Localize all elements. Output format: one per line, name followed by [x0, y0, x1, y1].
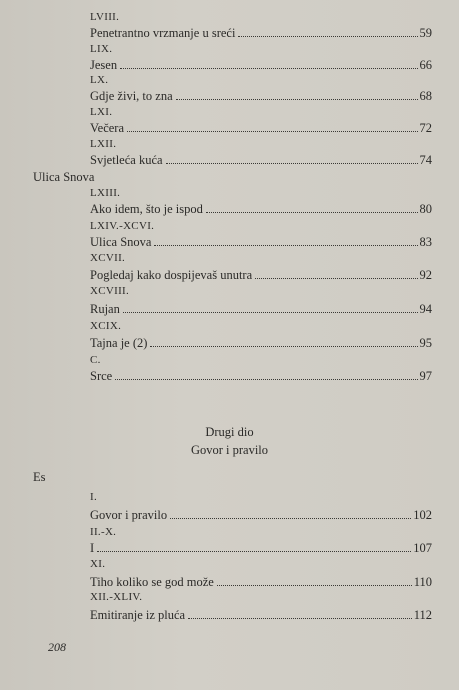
- leader-dots: [170, 518, 411, 519]
- toc-entry-title: Emitiranje iz pluća: [90, 608, 186, 622]
- chapter-number: XCVIII.: [90, 285, 130, 297]
- toc-entry: [90, 89, 432, 103]
- leader-dots: [115, 379, 417, 380]
- toc-entry: [90, 575, 432, 589]
- chapter-number: II.-X.: [90, 526, 117, 538]
- chapter-number: LXIV.-XCVI.: [90, 220, 155, 232]
- leader-dots: [97, 551, 411, 552]
- part-subheading: Govor i pravilo: [190, 443, 269, 457]
- toc-entry-page: 107: [413, 541, 432, 555]
- toc-entry-page: 72: [419, 121, 432, 135]
- toc-entry-title: Govor i pravilo: [90, 508, 168, 522]
- chapter-number: I.: [90, 491, 98, 503]
- leader-dots: [166, 163, 418, 164]
- toc-entry-title: Pogledaj kako dospijevaš unutra: [90, 268, 253, 282]
- chapter-number: XCIX.: [90, 320, 122, 332]
- toc-entry-title: Ako idem, što je ispod: [90, 202, 203, 216]
- chapter-number: XII.-XLIV.: [90, 591, 143, 603]
- page-number: 208: [48, 640, 66, 654]
- toc-entry-title: Penetrantno vrzmanje u sreći: [90, 26, 236, 40]
- leader-dots: [206, 212, 418, 213]
- toc-entry-page: 59: [419, 26, 432, 40]
- toc-entry-title: Tajna je (2): [90, 336, 148, 350]
- toc-entry-title: Rujan: [90, 302, 120, 316]
- chapter-number: LIX.: [90, 43, 113, 55]
- toc-entry: [90, 268, 432, 282]
- leader-dots: [255, 278, 417, 279]
- toc-entry-page: 110: [413, 575, 432, 589]
- toc-entry-title: Večera: [90, 121, 124, 135]
- leader-dots: [188, 618, 412, 619]
- chapter-number: LXI.: [90, 106, 113, 118]
- part-heading: Drugi dio: [205, 425, 254, 439]
- leader-dots: [176, 99, 418, 100]
- toc-entry-page: 112: [413, 608, 432, 622]
- toc-entry-page: 80: [419, 202, 432, 216]
- toc-entry: [90, 153, 432, 167]
- toc-entry-page: 66: [419, 58, 432, 72]
- section-title: Ulica Snova: [33, 170, 95, 184]
- toc-entry: [90, 58, 432, 72]
- toc-entry: [90, 541, 432, 555]
- chapter-number: LXIII.: [90, 187, 121, 199]
- toc-entry: [90, 235, 432, 249]
- toc-entry: [90, 121, 432, 135]
- toc-entry-page: 102: [413, 508, 432, 522]
- toc-entry-page: 68: [419, 89, 432, 103]
- toc-entry-page: 83: [419, 235, 432, 249]
- toc-entry-page: 74: [419, 153, 432, 167]
- toc-entry: [90, 508, 432, 522]
- toc-entry-page: 94: [419, 302, 432, 316]
- chapter-number: LXII.: [90, 138, 117, 150]
- toc-entry-title: Tiho koliko se god može: [90, 575, 214, 589]
- toc-entry-title: Svjetleća kuća: [90, 153, 163, 167]
- toc-entry: [90, 369, 432, 383]
- chapter-number: C.: [90, 354, 101, 366]
- toc-entry: [90, 26, 432, 40]
- leader-dots: [154, 245, 417, 246]
- toc-entry: [90, 336, 432, 350]
- chapter-number: LVIII.: [90, 11, 120, 23]
- toc-entry-title: Gdje živi, to zna: [90, 89, 173, 103]
- toc-entry-page: 95: [419, 336, 432, 350]
- toc-entry-title: Ulica Snova: [90, 235, 152, 249]
- toc-entry: [90, 202, 432, 216]
- leader-dots: [120, 68, 417, 69]
- leader-dots: [238, 36, 417, 37]
- chapter-number: XI.: [90, 558, 106, 570]
- toc-entry-page: 97: [419, 369, 432, 383]
- leader-dots: [150, 346, 417, 347]
- toc-entry: [90, 608, 432, 622]
- leader-dots: [123, 312, 418, 313]
- section-title: Es: [33, 470, 46, 484]
- toc-entry-title: Jesen: [90, 58, 118, 72]
- chapter-number: XCVII.: [90, 252, 126, 264]
- toc-entry: [90, 302, 432, 316]
- toc-entry-title: I: [90, 541, 95, 555]
- leader-dots: [127, 131, 418, 132]
- chapter-number: LX.: [90, 74, 109, 86]
- toc-entry-page: 92: [419, 268, 432, 282]
- toc-entry-title: Srce: [90, 369, 113, 383]
- leader-dots: [217, 585, 412, 586]
